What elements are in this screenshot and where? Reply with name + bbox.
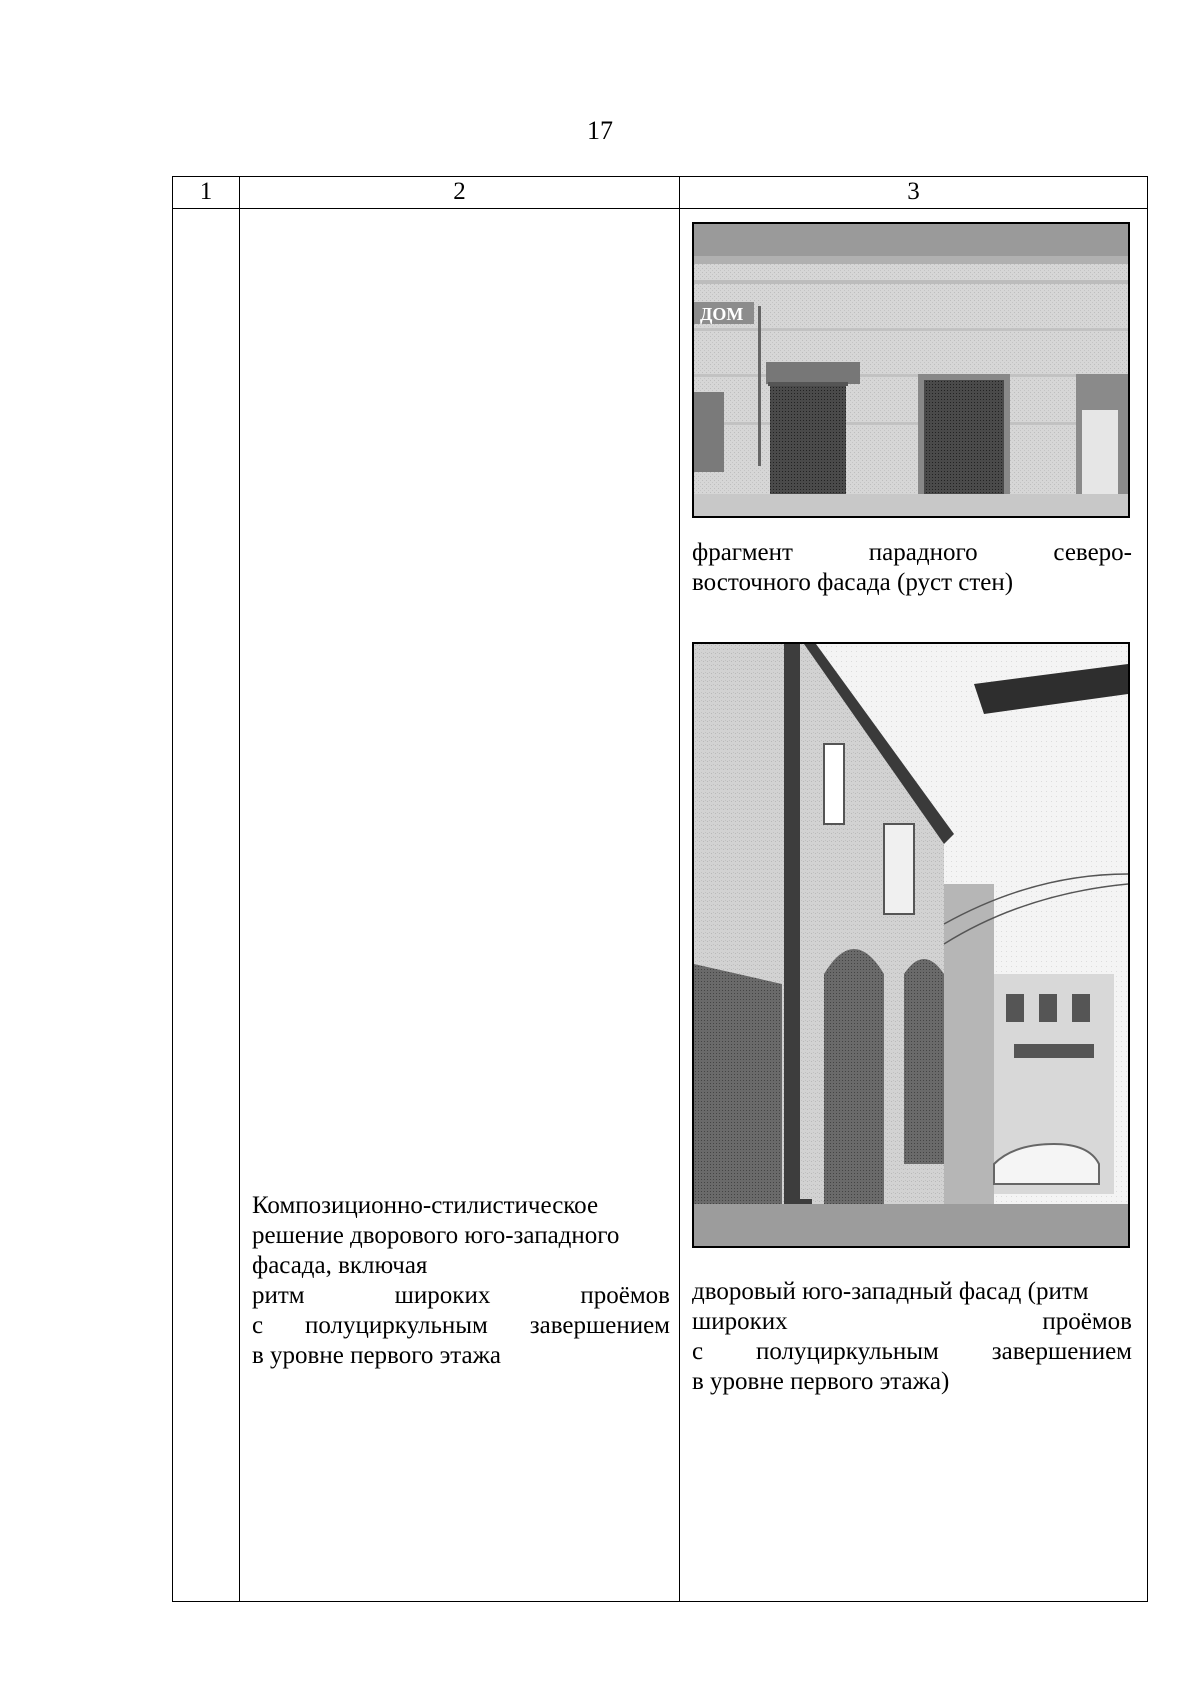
- caption-line: с полуциркульным завершением: [692, 1338, 1132, 1365]
- table-header-row: [173, 177, 1148, 209]
- caption-line: в уровне первого этажа): [692, 1368, 950, 1395]
- header-col-2: 2: [240, 177, 680, 209]
- courtyard-facade-photo: [692, 642, 1130, 1248]
- header-col-3: 3: [680, 177, 1148, 209]
- caption-line: фрагмент парадного северо-: [692, 539, 1132, 566]
- page-number: 17: [587, 116, 613, 145]
- row-col-3: [680, 209, 1148, 1602]
- caption-line: широких проёмов: [692, 1308, 1132, 1335]
- document-table: [172, 176, 1148, 1602]
- description-line: фасада, включая: [252, 1252, 428, 1279]
- photo-2-caption: [692, 1277, 1132, 1397]
- description-line: решение дворового юго-западного: [252, 1222, 620, 1249]
- element-description: [252, 1191, 670, 1371]
- description-line: Композиционно-стилистическое: [252, 1192, 599, 1219]
- caption-line: восточного фасада (руст стен): [692, 569, 1014, 596]
- photo-1-caption: [692, 538, 1132, 598]
- description-line: с полуциркульным завершением: [252, 1312, 670, 1339]
- description-line: ритм широких проёмов: [252, 1282, 670, 1309]
- description-line: в уровне первого этажа: [252, 1342, 501, 1369]
- caption-line: дворовый юго-западный фасад (ритм: [692, 1278, 1089, 1305]
- row-col-2: [240, 209, 680, 1602]
- table-row: [173, 209, 1148, 1602]
- header-col-1: 1: [173, 177, 240, 209]
- row-col-1: [173, 209, 240, 1602]
- facade-signage-text: ДОМ: [700, 304, 744, 324]
- facade-fragment-photo: [692, 222, 1130, 518]
